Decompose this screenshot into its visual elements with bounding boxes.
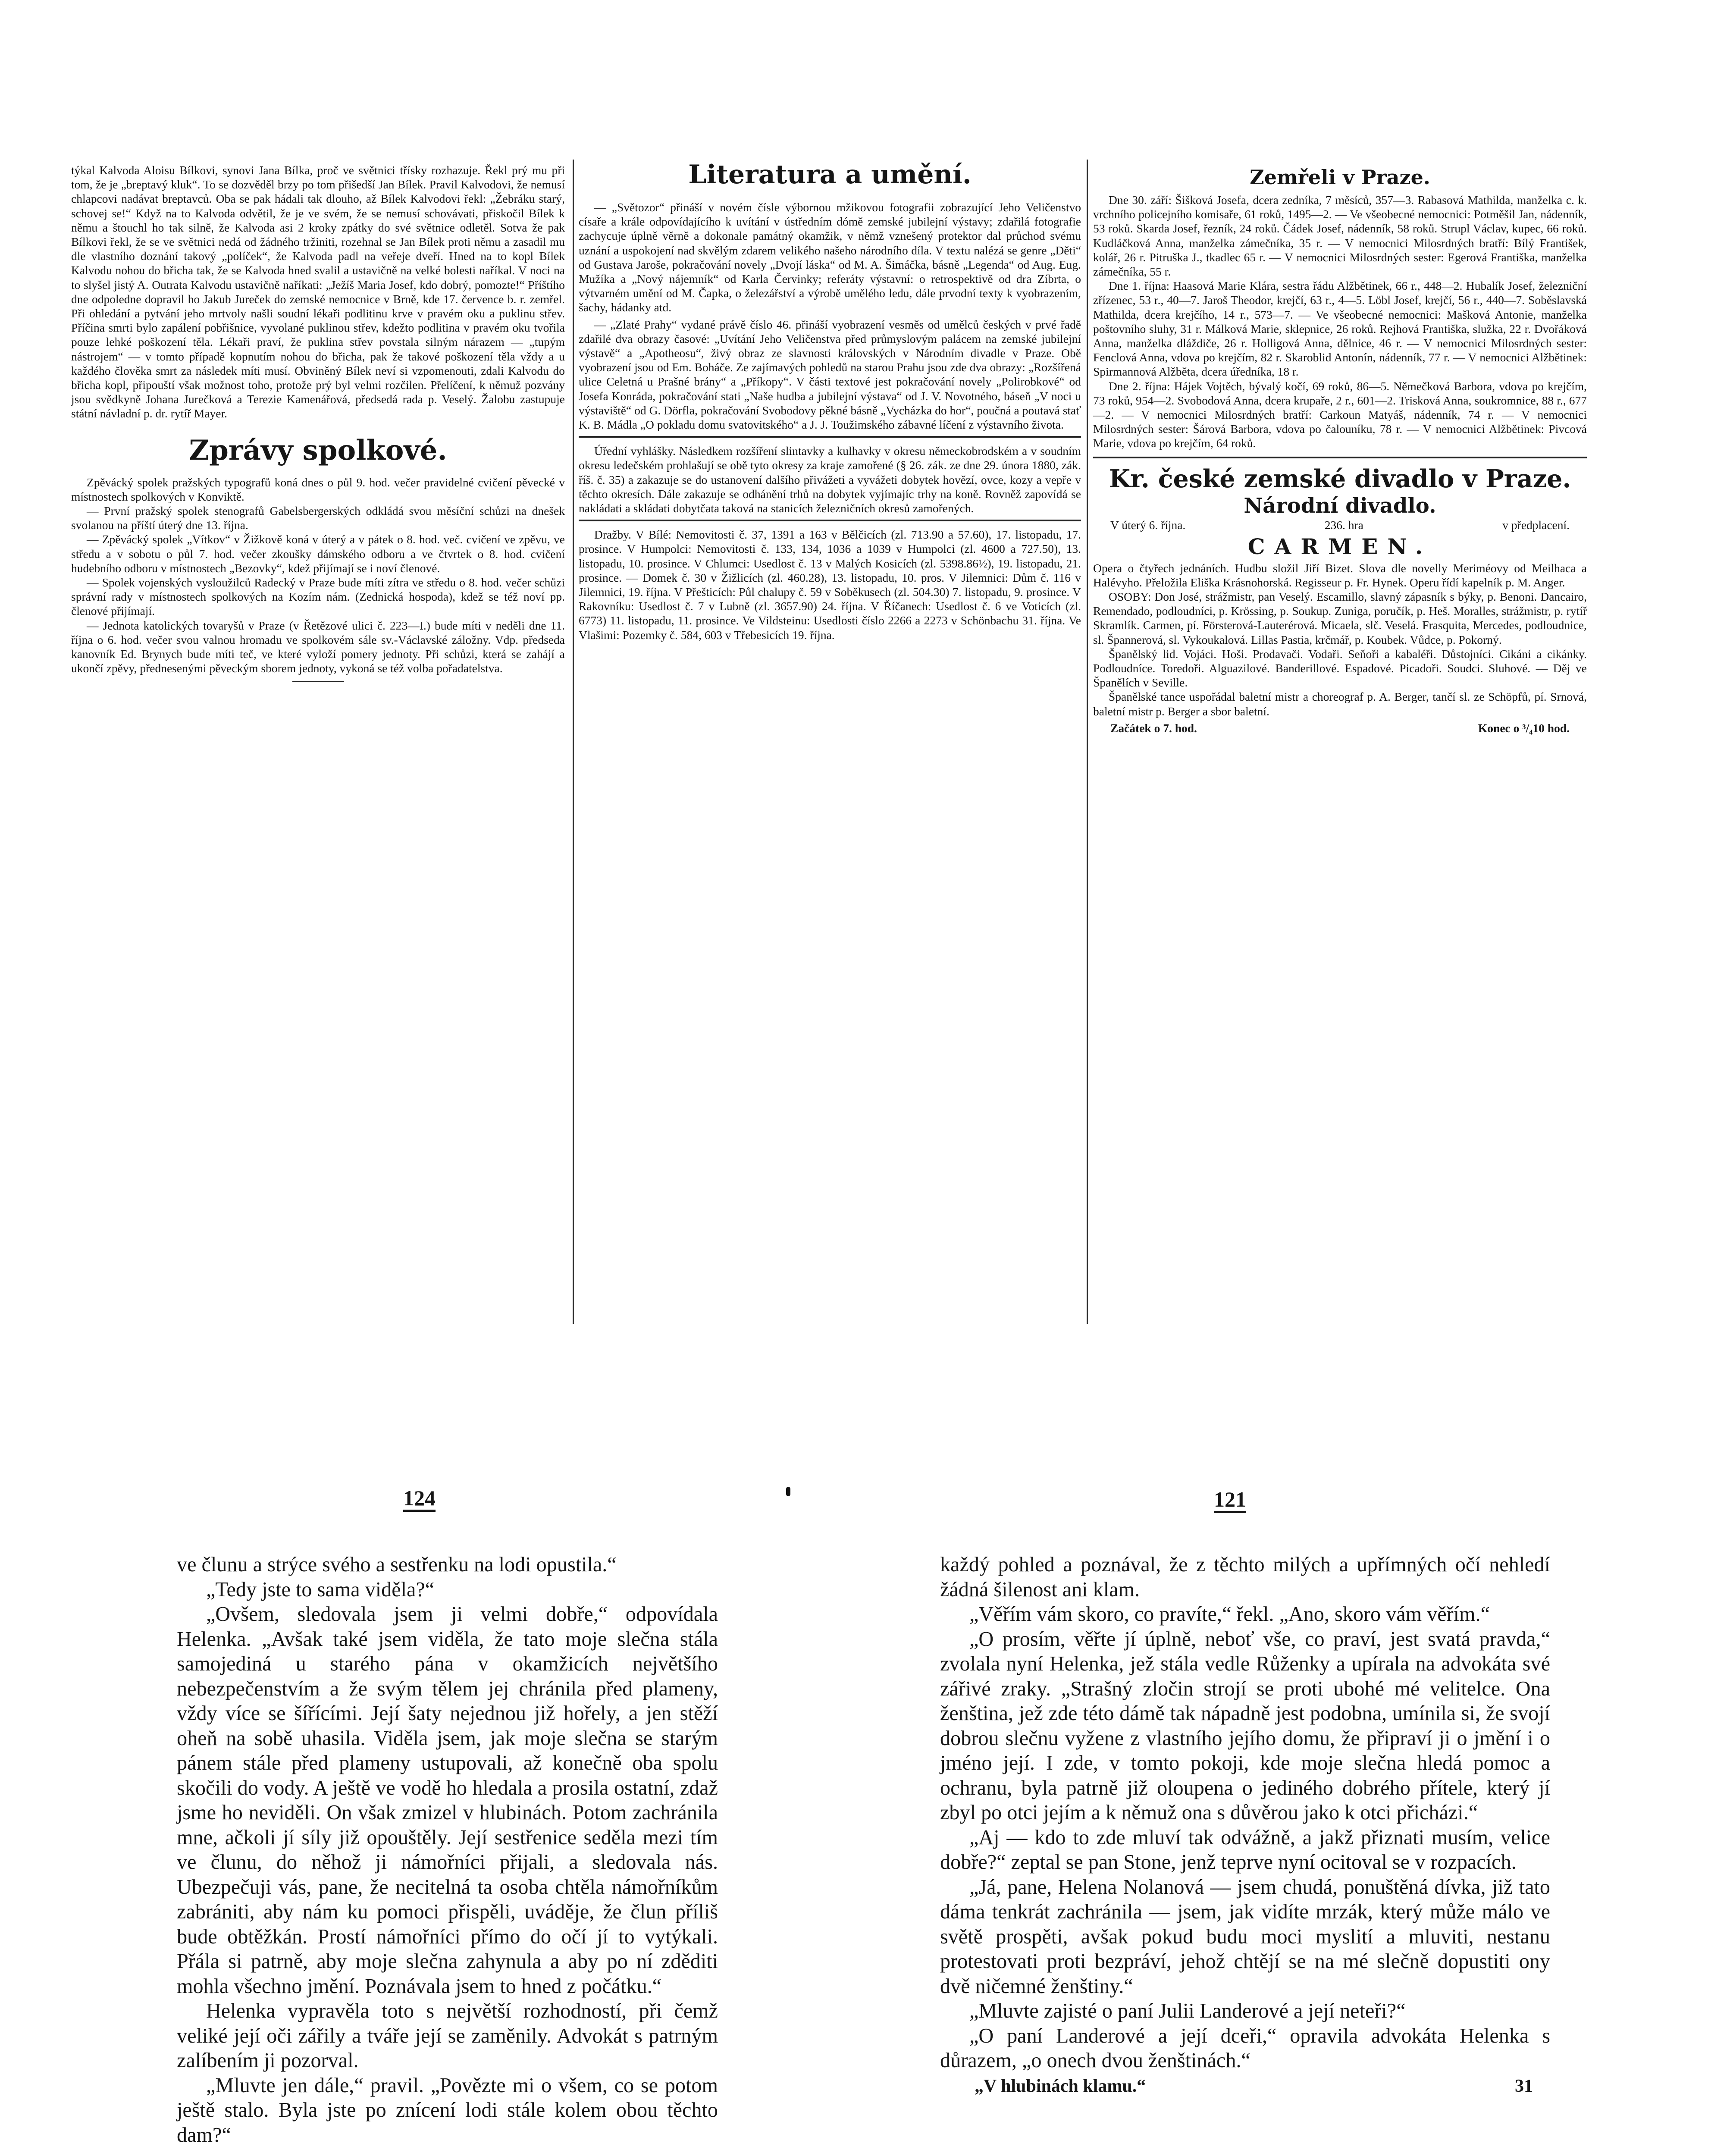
section-rule: [579, 520, 1081, 521]
novel-paragraph: „Já, pane, Helena Nolanová — jsem chudá, ponuštěná dívka, již tato dáma tenkrát zachránila — jsem, jak vidíte mrzák, který může málo ve světě prospěti, avšak pokud budu moci myslití a mluviti, nestanu protestovati proti bezpráví, jehož chtějí se na mé slečně dopustiti ony dvě ničemné ženštiny.“: [940, 1875, 1550, 1998]
performance-date-row: [1093, 518, 1587, 532]
column-literature: [579, 160, 1081, 642]
subscription-note: v předplacení.: [1502, 518, 1570, 532]
society-notice: — Spolek vojenských vysloužilců Radecký v Praze bude míti zítra ve středu o 8. hod. večer schůzi správní rady v místnostech spolkových na Kozím nám. (Zednická hospoda), kdež se též noví pp. členové přijímají.: [71, 576, 565, 618]
society-notice: Zpěvácký spolek pražských typografů koná dnes o půl 9. hod. večer pravidelné cvičení pěvecké v místnostech spolkových v Konviktě.: [71, 475, 565, 503]
auctions-list: Dražby. V Bílé: Nemovitosti č. 37, 1391 a 163 v Bělčicích (zl. 713.90 a 57.60), 17. listopadu, 17. prosince. V Humpolci: Nemovitosti č. 133, 134, 1036 a 1039 v Humpolci (zl. 4600 a 727.50), 13. listopadu, 10. prosince. V Chlumci: Usedlost č. 13 v Malých Kosicích (zl. 5398.86½), 19. listopadu, 21. prosince. — Domek č. 30 v Žižlicích (zl. 460.28), 13. listopadu, 10. pros. V Jilemnici: Dům č. 116 v Jilemnici, 19. října. V Přešticích: Půl chalupy č. 59 v Soběkusech (zl. 504.30) 7. listopadu, 9. prosince. V Rakovníku: Usedlost č. 7 v Lubně (zl. 3657.90) 24. října. V Říčanech: Usedlost č. 6 ve Voticích (zl. 6773) 11. listopadu, 11. prosince. Ve Vildsteinu: Usedlosti číslo 2266 a 2273 v Schönbachu 31. října. Ve Vlašimi: Pozemky č. 584, 603 v Třebesicích 19. října.: [579, 528, 1081, 642]
novel-paragraph: „Mluvte jen dále,“ pravil. „Povězte mi o všem, co se potom ještě stalo. Byla jste po znícení lodi stále kolem obou těchto dam?“: [177, 2074, 718, 2147]
deaths-list: Dne 1. října: Haasová Marie Klára, sestra řádu Alžbětinek, 66 r., 448—2. Hubalík Josef, železniční zřízenec, 53 r., 40—7. Jaroš Theodor, krejčí, 63 r., 4—5. Löbl Josef, krejčí, 56 r., 440—7. Soběslavská Mathilda, dcera krejčího, 14 r., 573—7. — Ve všeobecné nemocnici: Mašková Antonie, manželka poštovního sluhy, 31 r. Málková Marie, sklepnice, 26 roků. Rejhová Františka, služka, 22 r. Dvořáková Anna, manželka dláždiče, 26 r. Holligová Anna, dělnice, 46 r. — V nemocnici Milosrdných sester: Fenclová Anna, vdova po krejčím, 82 r. Skaroblid Antonín, nádenník, 77 r. — V nemocnici Alžbětinek: Spirmannová Alžběta, dcera úředníka, 18 r.: [1093, 279, 1587, 379]
society-notice: — Zpěvácký spolek „Vítkov“ v Žižkově koná v úterý a v pátek o 8. hod. več. cvičení ve zpěvu, ve středu a v sobotu o půl 7. hod. večer zkoušky dámského odboru a ve čtvrtek o 8. hod. cvičení hudebního odboru v místnostech „Bezovky“, kdež přijímají se i noví členové.: [71, 533, 565, 575]
times-row: [1093, 718, 1587, 735]
performance-number: 236. hra: [1324, 518, 1363, 532]
end-rule: [292, 681, 344, 682]
end-time: Konec o ³/₄10 hod.: [1478, 721, 1570, 735]
signature-number: 31: [1515, 2076, 1533, 2096]
novel-footer: [940, 2073, 1550, 2096]
novel-paragraph: Helenka vypravěla toto s největší rozhodností, při čemž veliké její oči zářily a tváře její se zaměnily. Advokát s patrným zalíbením ji pozorval.: [177, 1999, 718, 2072]
column-divider: [573, 160, 574, 1324]
novel-paragraph: ve člunu a strýce svého a sestřenku na lodi opustila.“: [177, 1553, 617, 1576]
deaths-heading: Zemřeli v Praze.: [1250, 166, 1430, 189]
theatre-subheading: Národní divadlo.: [1244, 493, 1436, 518]
ballet-note: Španělské tance uspořádal baletní mistr a choreograf p. A. Berger, tančí sl. ze Schöpfů, pí. Srnová, baletní mistr p. Berger a sbor baletní.: [1093, 690, 1587, 718]
page-number-left: 124: [403, 1486, 436, 1510]
society-notice: — Jednota katolických tovaryšů v Praze (v Řetězové ulici č. 223—I.) bude míti v neděli dne 11. října o 6. hod. večer svou valnou hromadu ve spolkovém sále sv.-Václavské záložny. Vdp. předseda kanovník Ed. Brynych bude míti teč, ve které vyloží pomery jednoty. Při schůzi, která se zahájí a ukončí zpěvy, přednesenými pěveckým sborem jednoty, vykoná se též volba pořadatelstva.: [71, 618, 565, 675]
svetozor-notice: — „Světozor“ přináší v novém čísle výbornou mžikovou fotografii zobrazující Jeho Veličenstvo císaře a krále odpovídajícího k uvítání v ústředním dómě zemské jubilejní výstavy; zdařilá fotografie zachycuje úplně věrně a dokonale památný okamžik, v němž vznešený protektor dal průchod svému uznání a uspokojení nad skvělým zdarem velikého našeho národního díla. V textu nalézá se genre „Děti“ od Gustava Jaroše, pokračování novely „Dvojí láska“ od M. A. Šimáčka, básně „Legenda“ od Aug. Eug. Mužíka a „Nový nájemník“ od Karla Červinky; referáty výstavní: o retrospektivě od dra Zíbrta, o výtvarném umění od M. Čapka, o železářství a výrobě umělého ledu, dále prvodní texty k vyobrazením, šachy, hádanky atd.: [579, 201, 1081, 314]
novel-paragraph: „Tedy jste to sama viděla?“: [206, 1578, 435, 1601]
novel-page-right: [940, 1552, 1550, 2096]
novel-paragraph: „Mluvte zajisté o paní Julii Landerové a její neteři?“: [969, 1999, 1406, 2022]
column-court-and-societies: [71, 163, 565, 682]
novel-paragraph: „O prosím, věřte jí úplně, neboť vše, co praví, jest svatá pravda,“ zvolala nyní Helenka, jež stála vedle Růženky a upírala na advokáta své zářivé zraky. „Strašný zločin strojí se proti ubohé mé velitelce. Ona ženština, jež zde této dámě tak nápadně jest podobna, umínila si, že svojí dobrou slečnu vyžene z vlastního jejího domu, že připraví ji o jmění i o jméno její. I zde, v tomto pokoji, kde moje slečna hledá pomoc a ochranu, byla patrně již oloupena o jediného dobrého přítele, který jí zbyl po otci jejím a k němuž ona s důvěrou jako k otci přicházi.“: [940, 1627, 1550, 1824]
performance-date: V úterý 6. října.: [1110, 518, 1186, 532]
novel-paragraph: „Ovšem, sledovala jsem ji velmi dobře,“ odpovídala Helenka. „Avšak také jsem viděla, že tato moje slečna stála samojediná u starého pána v okamžicích největšího nebezpečenstvím a že svým tělem jej chránila před plameny, vždy více se šířícími. Její šaty nejednou již hořely, a jen stěží oheň na sobě uhasila. Viděla jsem, jak moje slečna se starým pánem stále před plameny ustupovali, až konečně oba spolu skočili do vody. A ještě ve vodě ho hledala a prosila ostatní, zdaž jsme ho neviděli. On však zmizel v hlubinách. Potom zachránila mne, ačkoli jí síly již opouštěly. Její sestřenice seděla mezi tím ve člunu, do něhož ji námořníci přijali, a sledovala nás. Ubezpečuji vás, pane, že necitelná ta osoba chtěla námořníkům zabrániti, aby nám ku pomoci přispěli, uváděje, že člun příliš bude obtěžkán. Prostí námořníci přímo do očí jí to vytýkali. Přála si patrně, aby moje slečna zahynula a aby po ní zděditi mohla všechno jmění. Poznávala jsem to hned z počátku.“: [177, 1603, 718, 1998]
society-notice: — První pražský spolek stenografů Gabelsbergerských odkládá svou měsíční schůzi na dnešek svolanou na příští úterý dne 13. října.: [71, 504, 565, 532]
literature-heading: Literatura a umění.: [688, 160, 972, 190]
novel-title: „V hlubinách klamu.“: [975, 2076, 1146, 2096]
play-title: CARMEN.: [1247, 533, 1432, 559]
novel-paragraph: „Věřím vám skoro, co pravíte,“ řekl. „Ano, skoro vám věřím.“: [969, 1603, 1490, 1626]
novel-paragraph: „O paní Landerové a její dceři,“ opravila advokáta Helenka s důrazem, „o onech dvou ženštinách.“: [940, 2024, 1550, 2072]
zlata-praha-notice: — „Zlaté Prahy“ vydané právě číslo 46. přináší vyobrazení vesměs od umělců českých v prvé řadě zdařilé dva obrazy časové: „Uvítání Jeho Veličenstva před průmyslovým palácem na zemské jubilejní výstavě“ a „Apotheosu“, živý obraz ze slavnosti královských v Národním divadle v Praze. Obě vyobrazení jsou od Em. Boháče. Ze zajímavých pohledů na starou Prahu jsou zde dva obrazy: „Rozšířená ulice Celetná u Prašné brány“ a „Příkopy“. V části textové jest pokračování novely „Polirobkové“ od Josefa Konráda, pokračování stati „Naše hudba a jubilejní výstava“ od J. V. Novotného, báseň „V noci u výstaviště“ od G. Dörfla, pokračování Svobodovy pěkné básně „Vycházka do hor“, poučná a poutavá stať K. B. Mádla „O pokladu domu svatovitského“ a J. J. Toužimského zábavné líčení z výstavního života.: [579, 317, 1081, 432]
official-notices: Úřední vyhlášky. Následkem rozšíření slintavky a kulhavky v okresu německobrodském a v soudním okresu ledečském prohlašují se obě tyto okresy za kraje zamořené (§ 26. zák. ze dne 29. února 1880, zák. říš. č. 35) a zakazuje se do ustanovení dalšího přivážeti a vyvážeti dobytek hovězí, ovce, kozy a vepře v těchto okresích. Dále zakazuje se odhánění trhů na dobytek vyjímajíc trhy na koně. Rovněž zapovídá se nakládati a skládati dobytčata taková na stanicích železničních okresů zamořených.: [579, 444, 1081, 515]
novel-page-left: [177, 1552, 718, 2147]
column-deaths-theatre: [1093, 166, 1587, 735]
opera-description: Opera o čtyřech jednáních. Hudbu složil Jiří Bizet. Slova dle novelly Meriméovy od Meilhaca a Halévyho. Přeložila Eliška Krásnohorská. Regisseur p. Fr. Hynek. Operu řídí kapelník p. M. Anger.: [1093, 561, 1587, 589]
societies-heading: Zprávy spolkové.: [189, 434, 447, 467]
novel-paragraph: každý pohled a poznával, že z těchto milých a upřímných očí nehledí žádná šilenost ani klam.: [940, 1553, 1550, 1601]
deaths-list: Dne 30. září: Šišková Josefa, dcera zedníka, 7 měsíců, 357—3. Rabasová Mathilda, manželka c. k. vrchního policejního komisaře, 61 roků, 1495—2. — Ve všeobecné nemocnici: Potměšil Jan, nádenník, 53 roků. Skarda Josef, řezník, 24 roků. Čádek Josef, nádenník, 58 roků. Strupl Václav, kupec, 66 roků. Kudláčková Anna, manželka zámečníka, 35 r. — V nemocnici Milosrdných bratří: Bílý František, kolář, 26 r. Pitruška J., tkadlec 65 r. — V nemocnici Milosrdných sester: Egerová Františka, manželka zámečníka, 55 r.: [1093, 193, 1587, 279]
start-time: Začátek o 7. hod.: [1110, 721, 1197, 735]
court-report-text: týkal Kalvoda Aloisu Bílkovi, synovi Jana Bílka, proč ve světnici třísky rozhazuje. Řekl prý mu při tom, že je „breptavý kluk“. To se dozvěděl brzy po tom přišedší Jan Bílek. Pravil Kalvodovi, že nemusí chlapcovi nadávat breptavců. Oba se pak hádali tak dlouho, až Bílek Kalvodovi řekl: „Žebráku starý, schovej se!“ Když na to Kalvoda odvětil, že je ve svém, že se nemusí schovávati, přiskočil Bílek k němu a štouchl ho tak silně, že Kalvoda asi 2 kroky zpátky do své světnice odletěl. Sotva že pak Bílkovi řekl, že se ve světnici nedá od žádného tržiniti, rozehnal se Jan Bílek proti němu a zasadil mu dle vlastního doznání takový „políček“, že Kalvoda padl na veřeje dveří. Hned na to kopl Bílek Kalvodu nohou do břicha tak, že se Kalvoda hned svalil a ustavičně na velké bolesti naříkal. V noci na to slyšel jistý A. Outrata Kalvodu ustavičně naříkati: „Ježíš Maria Josef, kdo dobrý, pomozte!“ Příštího dne odpoledne dopravil ho Jakub Jureček do zemské nemocnice v Brně, kde 17. července b. r. zemřel. Při ohledání a pytvání jeho mrtvoly našli soudní lékaři podlitinu krve v pravém oku a puklinu střev. Příčina smrti bylo zapálení pobřišnice, vyvolané puklinou střev, kdežto podlitina v pravém oku tvořila pouze lehké poškození těla. Lékaři praví, že puklina střev povstala silným nárazem — „tupým nástrojem“ — v tomto případě kopnutím nohou do břicha, pak že takové poškození těla vždy a u každého člověka smrt za následek míti musí. Obviněný Bílek neví si vzpomenouti, zdali Kalvodu do břicha kopl, připouští však možnost toho, protože prý byl velmi rozčilen. Přelíčení, k němuž pozvány jsou svědkyně Johana Jurečková a Terezie Kamenářová, předsedá rada p. Veselý. Žalobu zastupuje státní návladní p. dr. rytíř Mayer.: [71, 163, 565, 420]
section-rule: [1093, 457, 1587, 458]
ensemble-list: Španělský lid. Vojáci. Hoši. Prodavači. Vodaři. Seňoři a kabaléři. Důstojníci. Cikáni a cikánky. Podloudníce. Toredoři. Alguazilové. Banderillové. Espadové. Picadoři. Soudci. Sluhové. — Děj ve Španělích v Seville.: [1093, 647, 1587, 689]
theatre-heading: Kr. české zemské divadlo v Praze.: [1109, 464, 1571, 493]
page-number-right: 121: [1214, 1487, 1246, 1511]
bullet-mark: [786, 1487, 790, 1496]
column-divider: [1087, 160, 1088, 1324]
cast-list: OSOBY: Don José, strážmistr, pan Veselý. Escamillo, slavný zápasník s býky, p. Benoni. Dancairo, Remendado, podloudníci, p. Krössing, p. Soukup. Zuniga, poručík, p. Heš. Moralles, strážmistr, p. rytíř Skramlík. Carmen, pí. Försterová-Lauterérová. Micaela, slč. Veselá. Frasquita, Mercedes, podloudnice, sl. Špannerová, sl. Vykoukalová. Lillas Pastia, krčmář, p. Koubek. Vůdce, p. Pokorný.: [1093, 590, 1587, 646]
novel-paragraph: „Aj — kdo to zde mluví tak odvážně, a jakž přiznati musím, velice dobře?“ zeptal se pan Stone, jenž teprve nyní ocitoval se v rozpacích.: [940, 1826, 1550, 1874]
deaths-list: Dne 2. října: Hájek Vojtěch, bývalý kočí, 69 roků, 86—5. Němečková Barbora, vdova po krejčím, 73 roků, 954—2. Svobodová Anna, dcera krupaře, 2 r., 601—2. Trisková Anna, soukromnice, 88 r., 677—2. — V nemocnici Milosrdných bratří: Carkoun Matyáš, nádenník, 74 r. — V nemocnici Milosrdných sester: Šárová Barbora, vdova po čalouníku, 78 r. — V nemocnici Alžbětinek: Pivcová Marie, vdova po krejčím, 64 roků.: [1093, 379, 1587, 450]
section-rule: [579, 436, 1081, 438]
